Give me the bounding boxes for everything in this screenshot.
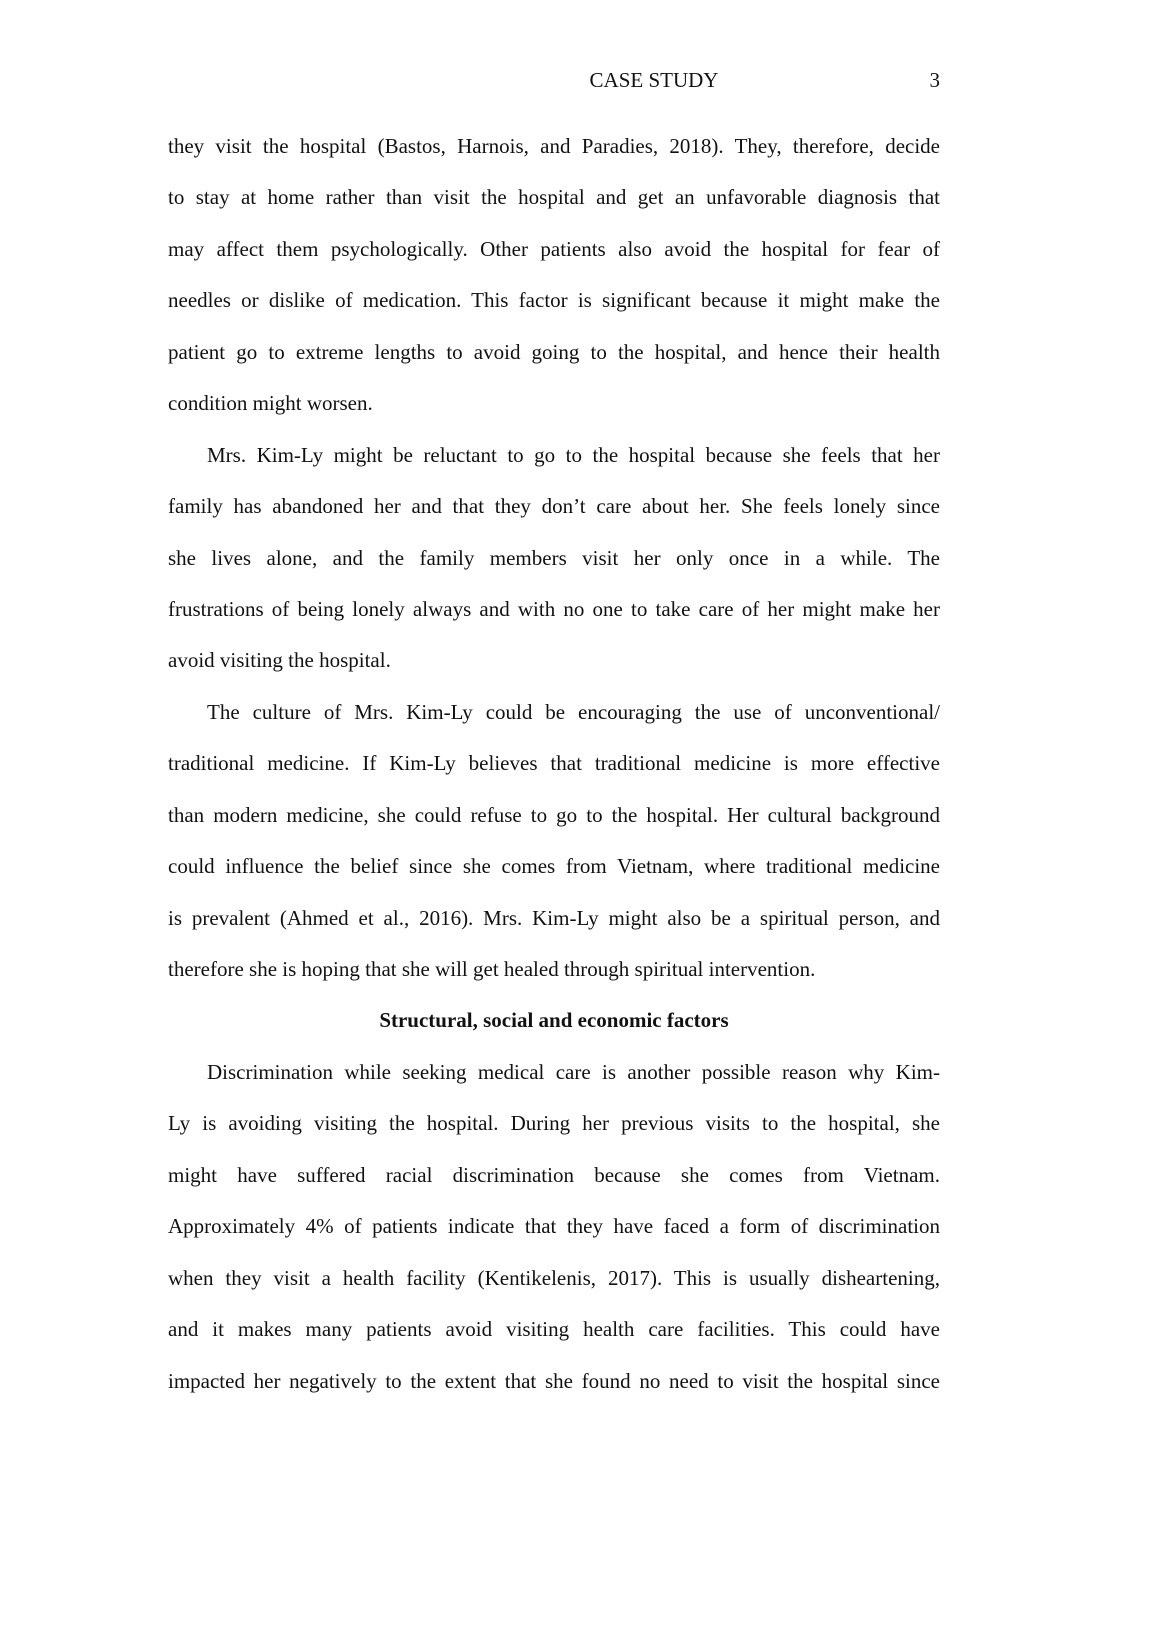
- text-line: avoid visiting the hospital.: [168, 648, 391, 673]
- text-line: Approximately 4% of patients indicate that they have faced a form of discrimination: [168, 1214, 940, 1239]
- text-line: Ly is avoiding visiting the hospital. During her previous visits to the hospital, she: [168, 1111, 940, 1136]
- text-line: impacted her negatively to the extent that she found no need to visit the hospital since: [168, 1368, 940, 1393]
- text-line: may affect them psychologically. Other patients also avoid the hospital for fear of: [168, 236, 940, 261]
- text-line: therefore she is hoping that she will get healed through spiritual intervention.: [168, 957, 816, 981]
- text-line: when they visit a health facility (Kentikelenis, 2017). This is usually disheartening,: [168, 1265, 940, 1290]
- text-line: they visit the hospital (Bastos, Harnois, and Paradies, 2018). They, therefore, decide: [168, 134, 940, 158]
- header-title: CASE STUDY: [589, 68, 719, 92]
- document-body: [168, 121, 940, 1407]
- text-line: condition might worsen.: [168, 391, 373, 416]
- text-line: and it makes many patients avoid visiting health care facilities. This could have: [168, 1317, 940, 1342]
- text-line: The culture of Mrs. Kim-Ly could be encouraging the use of unconventional/: [207, 699, 940, 724]
- text-line: might have suffered racial discrimination because she comes from Vietnam.: [168, 1162, 940, 1187]
- text-line: needles or dislike of medication. This factor is significant because it might make the: [168, 288, 940, 313]
- paragraph: [168, 121, 940, 430]
- text-line: patient go to extreme lengths to avoid going to the hospital, and hence their health: [168, 339, 940, 364]
- text-line: Structural, social and economic factors: [379, 1008, 729, 1033]
- page-number: 3: [929, 68, 940, 92]
- paragraph: [168, 430, 940, 687]
- text-line: to stay at home rather than visit the hospital and get an unfavorable diagnosis that: [168, 185, 940, 210]
- text-line: could influence the belief since she comes from Vietnam, where traditional medicine: [168, 854, 940, 879]
- text-line: Mrs. Kim-Ly might be reluctant to go to the hospital because she feels that her: [207, 442, 940, 467]
- paragraph: [168, 687, 940, 996]
- text-line: frustrations of being lonely always and with no one to take care of her might make her: [168, 596, 940, 621]
- text-line: family has abandoned her and that they don’t care about her. She feels lonely since: [168, 494, 940, 519]
- section-heading: [168, 995, 940, 1046]
- text-line: traditional medicine. If Kim-Ly believes that traditional medicine is more effective: [168, 751, 940, 776]
- text-line: is prevalent (Ahmed et al., 2016). Mrs. Kim-Ly might also be a spiritual person, and: [168, 905, 940, 930]
- text-line: she lives alone, and the family members visit her only once in a while. The: [168, 545, 940, 570]
- paragraph: [168, 1047, 940, 1407]
- text-line: Discrimination while seeking medical care is another possible reason why Kim-: [207, 1059, 940, 1084]
- text-line: than modern medicine, she could refuse to go to the hospital. Her cultural background: [168, 802, 940, 827]
